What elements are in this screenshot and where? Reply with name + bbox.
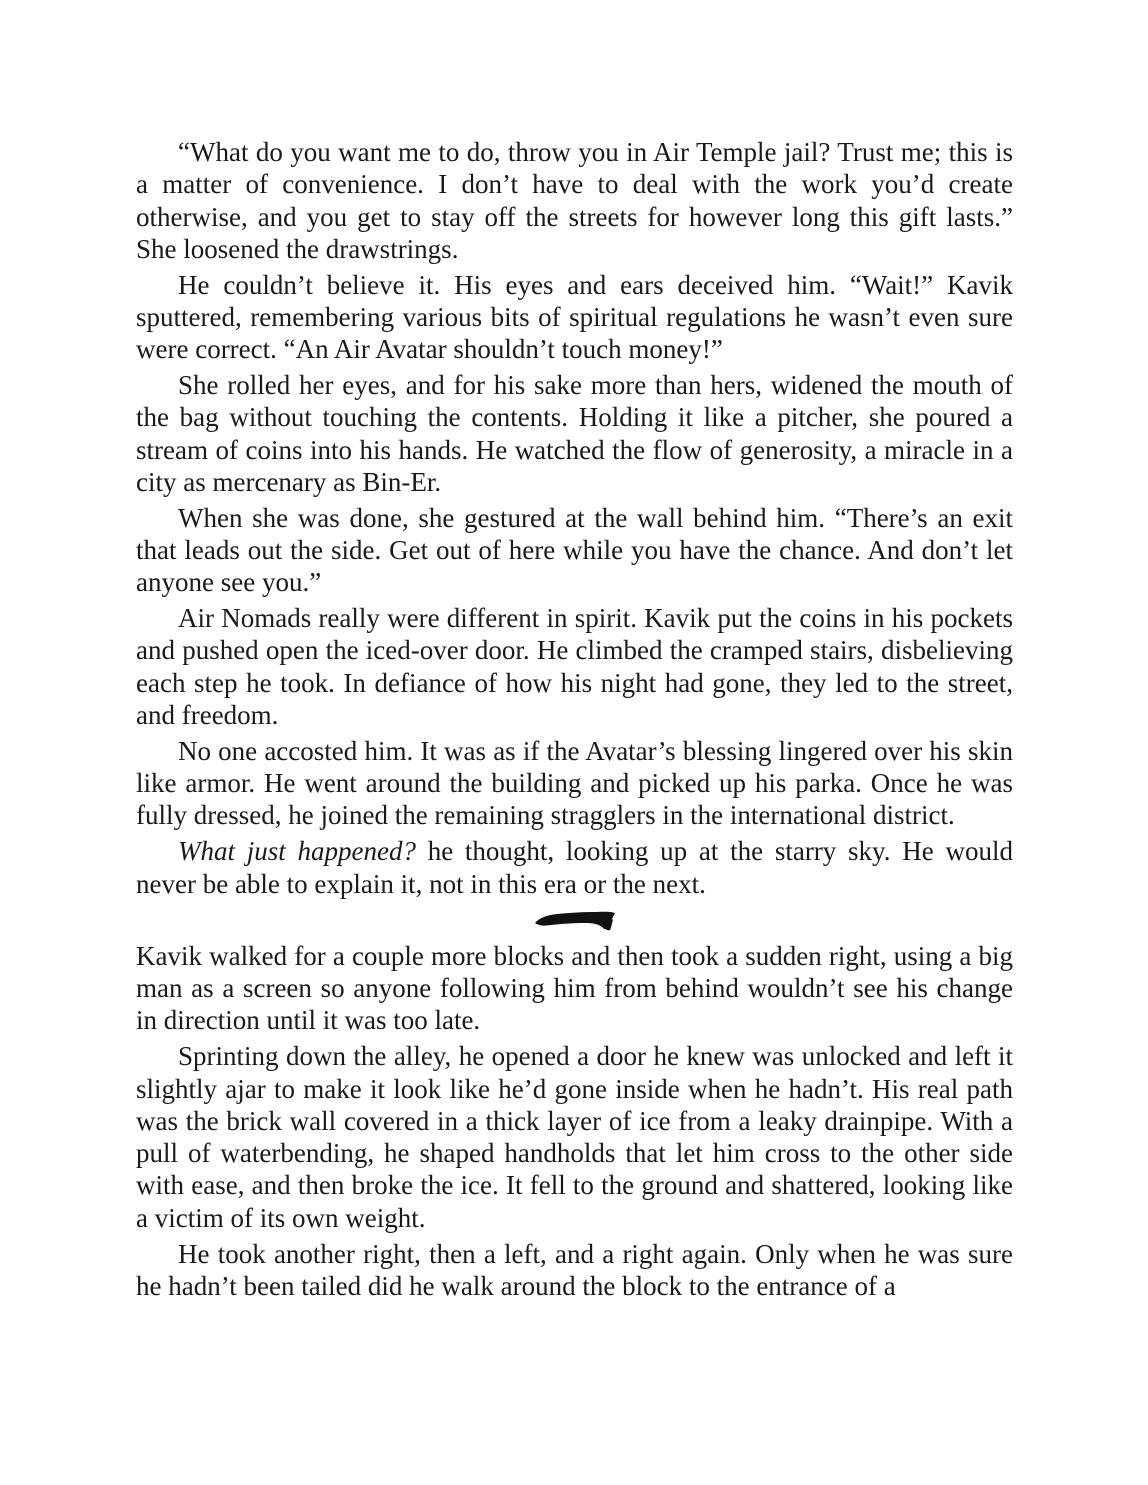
paragraph: No one accosted him. It was as if the Avatar’s blessing lingered over his skin like armor. He went around the building and picked up his parka. Once he was fully dressed, he joined the remaining stragglers in the international district. xyxy=(136,735,1013,831)
paragraph: “What do you want me to do, throw you in Air Temple jail? Trust me; this is a matter of convenience. I don’t have to deal with the work you’d create otherwise, and you get to stay off the streets for however long this gift lasts.” She loosened the drawstrings. xyxy=(136,137,1013,264)
paragraph: When she was done, she gestured at the wall behind him. “There’s an exit that leads out the side. Get out of here while you have the chance. And don’t let anyone see you.” xyxy=(136,502,1013,598)
paragraph: Air Nomads really were different in spirit. Kavik put the coins in his pockets and pushed open the iced-over door. He climbed the cramped stairs, disbelieving each step he took. In defiance of how his night had gone, they led to the street, and freedom. xyxy=(136,603,1013,731)
paragraph: He couldn’t believe it. His eyes and ears deceived him. “Wait!” Kavik sputtered, remembering various bits of spiritual regulations he wasn’t even sure were correct. “An Air Avatar shouldn’t touch money!” xyxy=(136,269,1013,365)
paragraph xyxy=(136,835,1013,900)
brush-stroke-shape xyxy=(535,912,615,929)
paragraph: Sprinting down the alley, he opened a door he knew was unlocked and left it slightly ajar to make it look like he’d gone inside when he hadn’t. His real path was the brick wall covered in a thick layer of ice from a leaky drainpipe. With a pull of waterbending, he shaped handholds that let him cross to the other side with ease, and then broke the ice. It fell to the ground and shattered, looking like a victim of its own weight. xyxy=(136,1041,1013,1233)
paragraph: She rolled her eyes, and for his sake more than hers, widened the mouth of the bag without touching the contents. Holding it like a pitcher, she poured a stream of coins into his hands. He watched the flow of generosity, a miracle in a city as mercenary as Bin-Er. xyxy=(136,370,1013,497)
italic-thought: What just happened? xyxy=(178,836,416,867)
paragraph: Kavik walked for a couple more blocks and then took a sudden right, using a big man as a screen so anyone following him from behind wouldn’t see his change in direction until it was too late. xyxy=(136,940,1013,1036)
book-page xyxy=(136,136,1013,1306)
brush-stroke-icon xyxy=(533,904,617,932)
paragraph: He took another right, then a left, and a right again. Only when he was sure he hadn’t been tailed did he walk around the block to the entrance of a xyxy=(136,1238,1013,1301)
paragraph-text: he thought, looking up at the starry sky. He would never be able to explain it, not in this era or the next. xyxy=(136,836,1013,899)
